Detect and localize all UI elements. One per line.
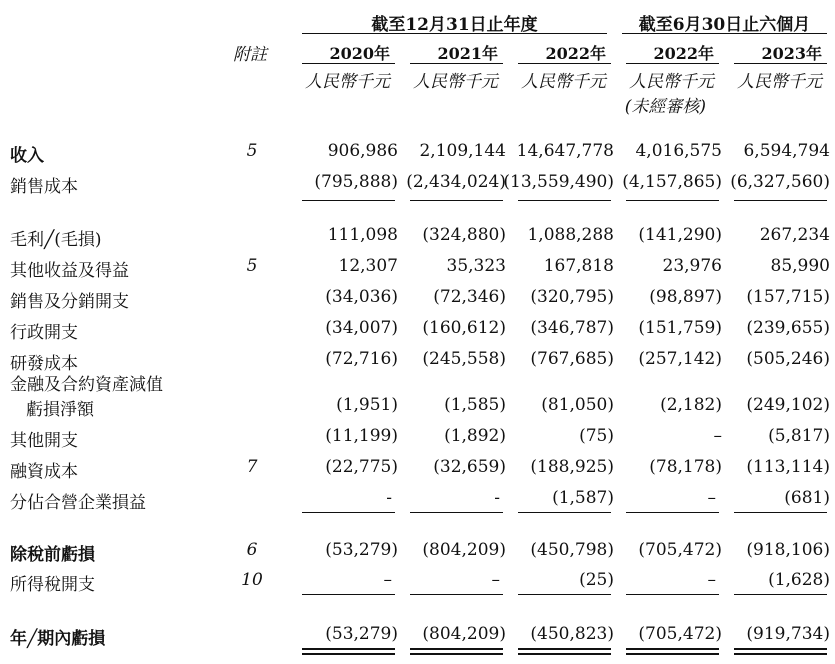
col-header-year-2: 2022年 — [545, 44, 606, 63]
subtotal-rule-2 — [518, 512, 611, 513]
col-header-rule-0 — [302, 63, 395, 64]
note-column-header: 附註 — [233, 45, 267, 65]
cell-selling-expenses-2020: (34,036) — [325, 287, 398, 307]
row-label-rnd-costs: 研發成本 — [10, 354, 78, 374]
col-header-year-4: 2023年 — [761, 44, 822, 63]
row-label-impairment: 金融及合約資產減值 — [10, 375, 163, 395]
header-group-half: 截至6月30日止六個月 — [638, 15, 811, 35]
subtotal-rule-1 — [410, 200, 503, 201]
col-header-unit-2: 人民幣千元 — [521, 72, 606, 92]
col-header-unaudited: (未經審核) — [624, 97, 706, 117]
col-header-year-0: 2020年 — [329, 44, 390, 63]
subtotal-rule-1 — [410, 512, 503, 513]
row-label-other-income: 其他收益及得益 — [10, 261, 129, 281]
cell-finance-costs-h2022: (78,178) — [649, 457, 722, 477]
col-header-year-1: 2021年 — [437, 44, 498, 63]
subtotal-rule-0 — [302, 594, 395, 595]
col-header-unit-0: 人民幣千元 — [305, 72, 390, 92]
row-label-loss-for-period: 年╱期內虧損 — [10, 629, 106, 649]
row-note-loss-before-tax: 6 — [246, 540, 258, 560]
cell-selling-expenses-2021: (72,346) — [433, 287, 506, 307]
cell-other-expenses-h2022: – — [713, 426, 722, 446]
cell-impairment-h2023: (249,102) — [746, 395, 830, 415]
cell-rnd-costs-2021: (245,558) — [422, 349, 506, 369]
cell-selling-expenses-h2023: (157,715) — [746, 287, 830, 307]
cell-income-tax-2022: (25) — [579, 570, 614, 590]
cell-other-income-h2022: 23,976 — [662, 256, 722, 276]
col-header-rule-3 — [626, 63, 719, 64]
cell-other-expenses-h2023: (5,817) — [768, 426, 830, 446]
cell-other-expenses-2021: (1,892) — [444, 426, 506, 446]
cell-selling-expenses-h2022: (98,897) — [649, 287, 722, 307]
cell-share-of-jv-h2023: (681) — [784, 488, 830, 508]
subtotal-rule-3 — [626, 200, 719, 201]
total-double-rule-1 — [410, 648, 503, 655]
cell-impairment-2020: (1,951) — [336, 395, 398, 415]
cell-finance-costs-2021: (32,659) — [433, 457, 506, 477]
cell-gross-profit-2022: 1,088,288 — [527, 225, 614, 245]
cell-loss-before-tax-2021: (804,209) — [422, 540, 506, 560]
col-header-unit-1: 人民幣千元 — [413, 72, 498, 92]
row-label-cost-of-sales: 銷售成本 — [10, 177, 78, 197]
subtotal-rule-3 — [626, 512, 719, 513]
cell-share-of-jv-2021: - — [494, 488, 500, 508]
subtotal-rule-4 — [734, 594, 827, 595]
cell-revenue-2021: 2,109,144 — [419, 141, 506, 161]
header-group-year: 截至12月31日止年度 — [371, 15, 538, 35]
cell-share-of-jv-h2022: – — [707, 488, 716, 508]
cell-loss-before-tax-2022: (450,798) — [530, 540, 614, 560]
cell-income-tax-2021: – — [491, 570, 500, 590]
cell-revenue-2020: 906,986 — [327, 141, 398, 161]
total-double-rule-0 — [302, 648, 395, 655]
cell-loss-before-tax-h2023: (918,106) — [746, 540, 830, 560]
row-label-gross-profit: 毛利╱(毛損) — [10, 230, 102, 250]
cell-other-income-2021: 35,323 — [446, 256, 506, 276]
subtotal-rule-4 — [734, 200, 827, 201]
cell-income-tax-h2023: (1,628) — [768, 570, 830, 590]
cell-share-of-jv-2020: - — [386, 488, 392, 508]
subtotal-rule-4 — [734, 512, 827, 513]
cell-impairment-h2022: (2,182) — [660, 395, 722, 415]
col-header-unit-3: 人民幣千元 — [629, 72, 714, 92]
row-label-other-expenses: 其他開支 — [10, 431, 78, 451]
cell-income-tax-2020: – — [383, 570, 392, 590]
col-header-year-3: 2022年 — [653, 44, 714, 63]
subtotal-rule-2 — [518, 594, 611, 595]
row-label-share-of-jv: 分佔合營企業損益 — [10, 493, 146, 513]
cell-admin-expenses-h2023: (239,655) — [746, 318, 830, 338]
cell-revenue-h2023: 6,594,794 — [743, 141, 830, 161]
cell-admin-expenses-2020: (34,007) — [325, 318, 398, 338]
total-double-rule-2 — [518, 648, 611, 655]
cell-cost-of-sales-h2022: (4,157,865) — [622, 172, 722, 192]
cell-impairment-2021: (1,585) — [444, 395, 506, 415]
cell-loss-for-period-h2022: (705,472) — [638, 624, 722, 644]
total-double-rule-4 — [734, 648, 827, 655]
cell-other-expenses-2020: (11,199) — [325, 426, 398, 446]
cell-rnd-costs-2022: (767,685) — [530, 349, 614, 369]
cell-cost-of-sales-2020: (795,888) — [314, 172, 398, 192]
cell-admin-expenses-h2022: (151,759) — [638, 318, 722, 338]
row-label-admin-expenses: 行政開支 — [10, 323, 78, 343]
cell-rnd-costs-h2023: (505,246) — [746, 349, 830, 369]
cell-rnd-costs-2020: (72,716) — [325, 349, 398, 369]
cell-cost-of-sales-h2023: (6,327,560) — [730, 172, 830, 192]
row-note-finance-costs: 7 — [246, 457, 258, 477]
cell-cost-of-sales-2022: (13,559,490) — [503, 172, 614, 192]
row-label-selling-expenses: 銷售及分銷開支 — [10, 292, 129, 312]
subtotal-rule-0 — [302, 512, 395, 513]
header-group-year-rule — [302, 33, 607, 34]
row-label-impairment-line2: 虧損淨額 — [26, 400, 94, 420]
cell-gross-profit-h2023: 267,234 — [759, 225, 830, 245]
cell-revenue-h2022: 4,016,575 — [635, 141, 722, 161]
row-label-finance-costs: 融資成本 — [10, 462, 78, 482]
cell-finance-costs-2022: (188,925) — [530, 457, 614, 477]
row-note-income-tax: 10 — [241, 570, 263, 590]
subtotal-rule-2 — [518, 200, 611, 201]
row-label-income-tax: 所得稅開支 — [10, 575, 95, 595]
subtotal-rule-0 — [302, 200, 395, 201]
cell-revenue-2022: 14,647,778 — [516, 141, 614, 161]
total-double-rule-3 — [626, 648, 719, 655]
cell-income-tax-h2022: – — [707, 570, 716, 590]
col-header-rule-2 — [518, 63, 611, 64]
cell-loss-for-period-2022: (450,823) — [530, 624, 614, 644]
cell-finance-costs-2020: (22,775) — [325, 457, 398, 477]
cell-selling-expenses-2022: (320,795) — [530, 287, 614, 307]
row-label-revenue: 收入 — [10, 146, 44, 166]
cell-gross-profit-h2022: (141,290) — [638, 225, 722, 245]
cell-other-income-2020: 12,307 — [338, 256, 398, 276]
cell-loss-for-period-2020: (53,279) — [325, 624, 398, 644]
cell-admin-expenses-2022: (346,787) — [530, 318, 614, 338]
cell-admin-expenses-2021: (160,612) — [422, 318, 506, 338]
cell-finance-costs-h2023: (113,114) — [746, 457, 830, 477]
cell-loss-before-tax-h2022: (705,472) — [638, 540, 722, 560]
cell-rnd-costs-h2022: (257,142) — [638, 349, 722, 369]
header-group-half-rule — [622, 33, 827, 34]
subtotal-rule-1 — [410, 594, 503, 595]
cell-cost-of-sales-2021: (2,434,024) — [406, 172, 506, 192]
cell-impairment-2022: (81,050) — [541, 395, 614, 415]
col-header-rule-1 — [410, 63, 503, 64]
cell-loss-for-period-h2023: (919,734) — [746, 624, 830, 644]
row-note-revenue: 5 — [246, 141, 258, 161]
cell-share-of-jv-2022: (1,587) — [552, 488, 614, 508]
subtotal-rule-3 — [626, 594, 719, 595]
cell-other-income-h2023: 85,990 — [770, 256, 830, 276]
col-header-rule-4 — [734, 63, 827, 64]
cell-other-expenses-2022: (75) — [579, 426, 614, 446]
row-note-other-income: 5 — [246, 256, 258, 276]
cell-loss-before-tax-2020: (53,279) — [325, 540, 398, 560]
cell-loss-for-period-2021: (804,209) — [422, 624, 506, 644]
cell-other-income-2022: 167,818 — [543, 256, 614, 276]
col-header-unit-4: 人民幣千元 — [737, 72, 822, 92]
cell-gross-profit-2020: 111,098 — [327, 225, 398, 245]
row-label-loss-before-tax: 除稅前虧損 — [10, 545, 95, 565]
cell-gross-profit-2021: (324,880) — [422, 225, 506, 245]
